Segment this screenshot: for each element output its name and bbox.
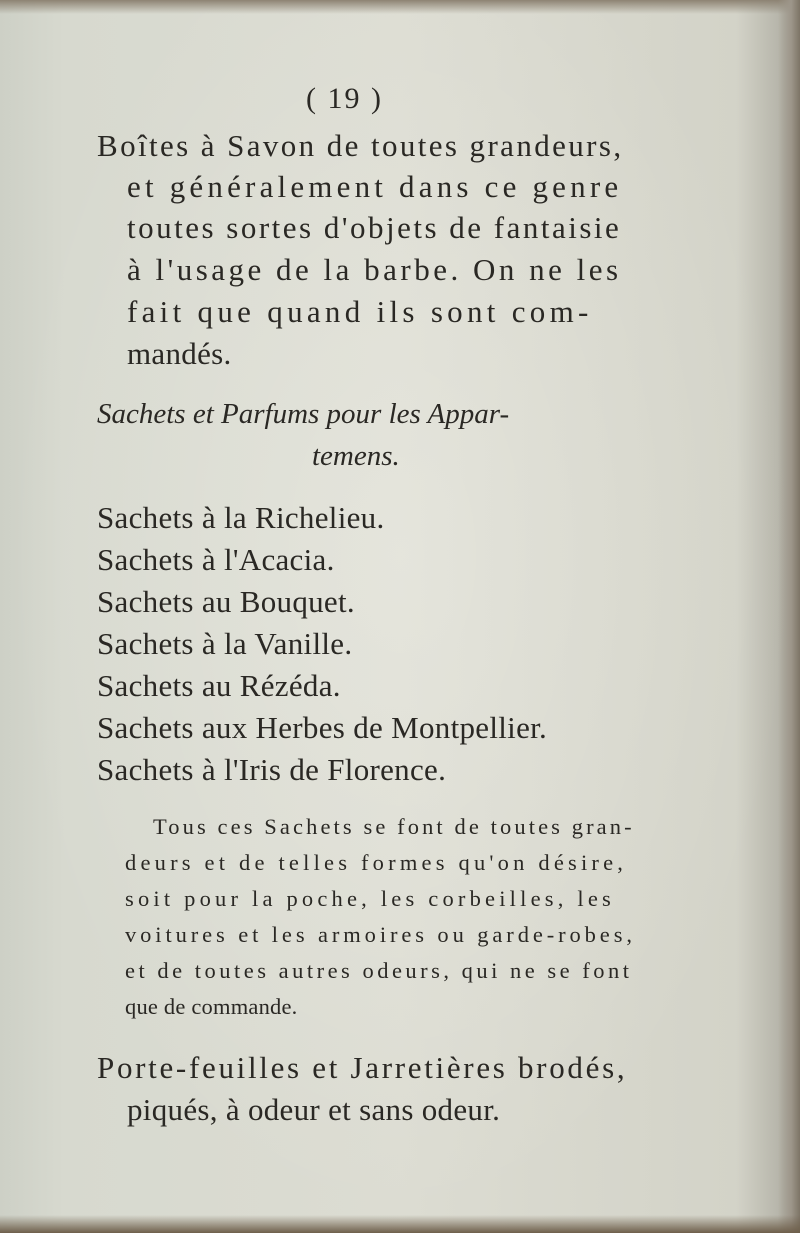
- paragraph-1-line-6: mandés.: [127, 336, 232, 371]
- note-line-5: et de toutes autres odeurs, qui ne se font: [125, 958, 633, 983]
- paragraph-1-line-3: toutes sortes d'objets de fantaisie: [127, 210, 622, 245]
- page-number: ( 19 ): [306, 82, 383, 115]
- note-line-3: soit pour la poche, les corbeilles, les: [125, 886, 615, 911]
- list-item: Sachets à la Vanille.: [97, 626, 353, 661]
- page-edge-shadow: [778, 0, 800, 1233]
- paragraph-1-line-1: Boîtes à Savon de toutes grandeurs,: [97, 128, 624, 163]
- paragraph-2-line-2: piqués, à odeur et sans odeur.: [127, 1092, 501, 1127]
- paragraph-2-line-1: Porte-feuilles et Jarretières brodés,: [97, 1050, 628, 1085]
- note-line-2: deurs et de telles formes qu'on désire,: [125, 850, 628, 875]
- note-line-1: Tous ces Sachets se font de toutes gran-: [153, 814, 635, 839]
- section-heading-line-1: Sachets et Parfums pour les Appar-: [97, 398, 510, 430]
- list-item: Sachets à l'Acacia.: [97, 542, 335, 577]
- paragraph-1-line-4: à l'usage de la barbe. On ne les: [127, 252, 622, 287]
- list-item: Sachets à la Richelieu.: [97, 500, 385, 535]
- list-item: Sachets à l'Iris de Florence.: [97, 752, 447, 787]
- list-item: Sachets aux Herbes de Montpellier.: [97, 710, 548, 745]
- paragraph-1-line-2: et généralement dans ce genre: [127, 169, 623, 204]
- paragraph-1-line-5: fait que quand ils sont com-: [127, 294, 593, 329]
- list-item: Sachets au Rézéda.: [97, 668, 341, 703]
- note-line-4: voitures et les armoires ou garde-robes,: [125, 922, 636, 947]
- note-line-6: que de commande.: [125, 994, 298, 1019]
- list-item: Sachets au Bouquet.: [97, 584, 355, 619]
- section-heading-line-2: temens.: [312, 440, 400, 472]
